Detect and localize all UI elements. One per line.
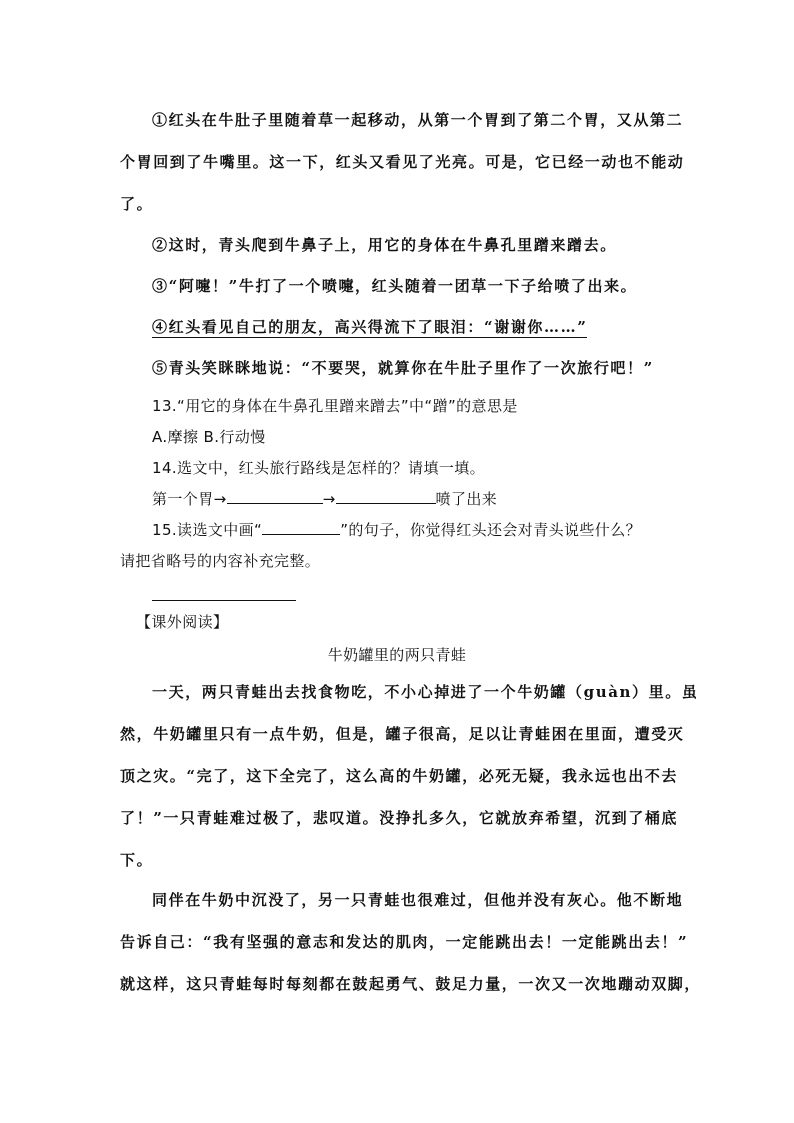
question-15-part2: ”的句子，你觉得红头还会对青头说些什么？ (340, 521, 642, 539)
answer-blank-line[interactable] (152, 600, 296, 601)
article-p1-line-1: 一天，两只青蛙出去找食物吃，不小心掉进了一个牛奶罐（guàn）里。虽 (152, 683, 699, 701)
question-13: 13.“用它的身体在牛鼻孔里蹭来蹭去”中“蹭”的意思是 (152, 397, 518, 415)
route-blank-1[interactable] (227, 489, 323, 504)
article-p1-line-5: 下。 (120, 851, 154, 869)
question-15-part1: 15.读选文中画“ (152, 521, 263, 539)
underlined-sentence: ④红头看见自己的朋友，高兴得流下了眼泪：“谢谢你……” (152, 318, 588, 336)
question-15 (152, 520, 641, 540)
passage-p5: ⑤青头笑眯眯地说：“不要哭，就算你在牛肚子里作了一次旅行吧！” (152, 359, 654, 377)
question-13-options: A.摩擦 B.行动慢 (152, 428, 266, 446)
article-p2-line-1: 同伴在牛奶中沉没了，另一只青蛙也很难过，但他并没有灰心。他不断地 (152, 891, 684, 909)
question-14-route (152, 489, 497, 509)
passage-p2: ②这时，青头爬到牛鼻子上，用它的身体在牛鼻孔里蹭来蹭去。 (152, 236, 617, 254)
section-label: 【课外阅读】 (136, 613, 229, 631)
passage-p1-line-1: ①红头在牛肚子里随着草一起移动，从第一个胃到了第二个胃，又从第二 (152, 111, 684, 129)
question-15-underline-marker (262, 520, 340, 535)
article-title: 牛奶罐里的两只青蛙 (327, 646, 467, 664)
article-p2-line-3: 就这样，这只青蛙每时每刻都在鼓起勇气、鼓足力量，一次又一次地蹦动双脚， (120, 975, 702, 993)
article-p2-line-2: 告诉自己：“我有坚强的意志和发达的肌肉，一定能跳出去！一定能跳出去！” (120, 933, 689, 951)
passage-p4-underlined (152, 317, 587, 337)
route-start: 第一个胃→ (152, 490, 227, 508)
article-p1-line-4: 了！”一只青蛙难过极了，悲叹道。没挣扎多久，它就放弃希望，沉到了桶底 (120, 809, 679, 827)
passage-p1-line-2: 个胃回到了牛嘴里。这一下，红头又看见了光亮。可是，它已经一动也不能动 (120, 153, 685, 171)
route-arrow: → (322, 490, 336, 508)
route-end: 喷了出来 (435, 490, 498, 508)
question-15-line-2: 请把省略号的内容补充完整。 (120, 552, 321, 570)
route-blank-2[interactable] (336, 489, 436, 504)
passage-p1-line-3: 了。 (120, 195, 154, 213)
passage-p3: ③“阿嚏！”牛打了一个喷嚏，红头随着一团草一下子给喷了出来。 (152, 277, 638, 295)
article-p1-line-2: 然，牛奶罐里只有一点牛奶，但是，罐子很高，足以让青蛙困在里面，遭受灭 (120, 725, 685, 743)
article-p1-line-3: 顶之灾。“完了，这下全完了，这么高的牛奶罐，必死无疑，我永远也出不去 (120, 767, 679, 785)
question-14: 14.选文中，红头旅行路线是怎样的？请填一填。 (152, 459, 486, 477)
